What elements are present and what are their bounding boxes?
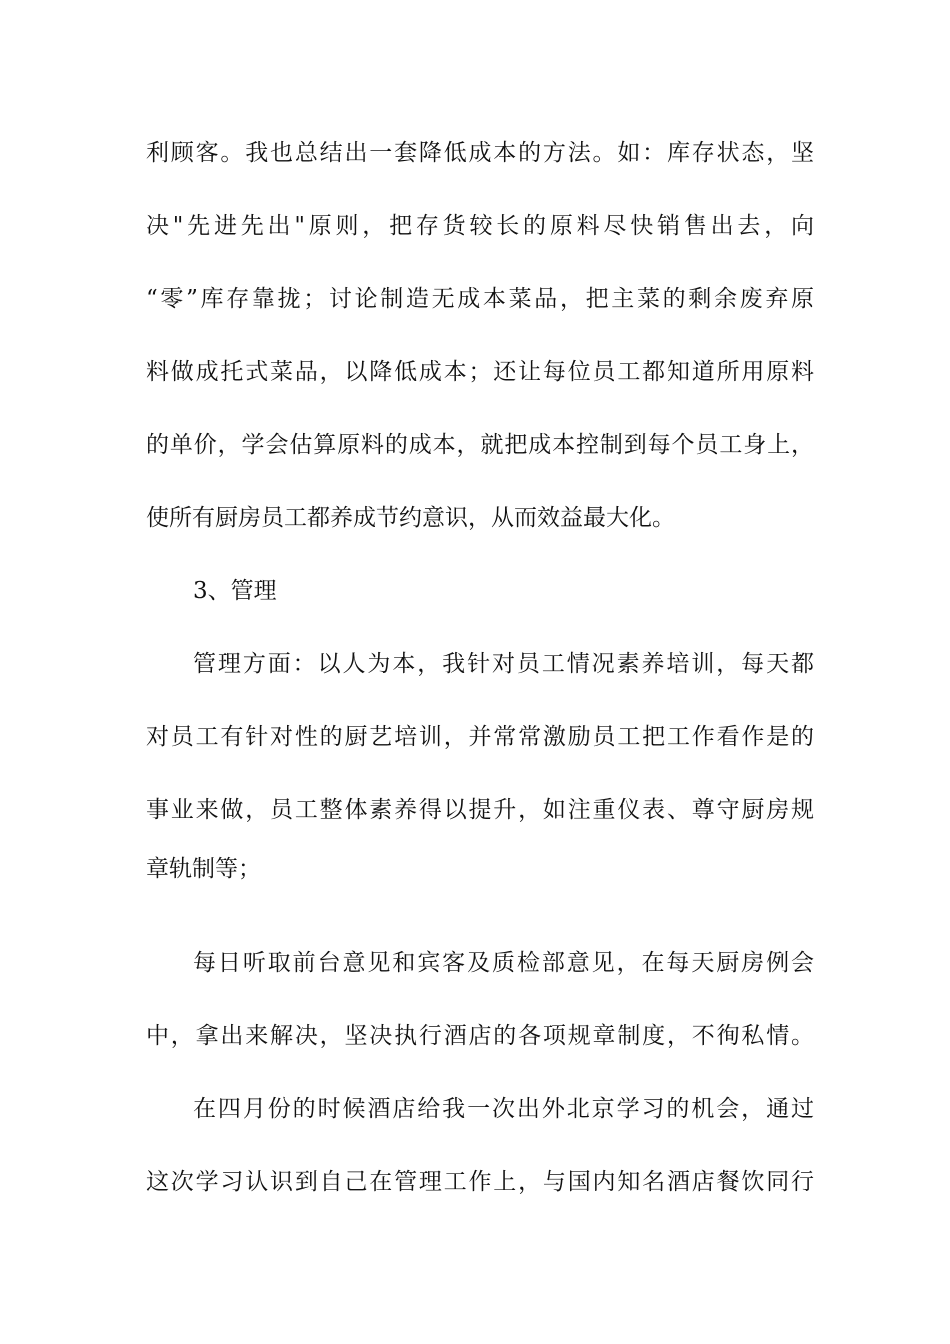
text-line: 章轨制等； — [146, 856, 261, 882]
text-line: 料做成托式菜品，以降低成本；还让每位员工都知道所用原料 — [146, 359, 814, 385]
text-line: 中，拿出来解决，坚决执行酒店的各项规章制度，不徇私情。 — [146, 1023, 814, 1049]
section-heading: 3、管理 — [193, 578, 277, 604]
text-line: 利顾客。我也总结出一套降低成本的方法。如：库存状态，坚 — [146, 140, 814, 166]
text-line: 事业来做，员工整体素养得以提升，如注重仪表、尊守厨房规 — [146, 797, 814, 823]
paragraph-first-line: 每日听取前台意见和宾客及质检部意见，在每天厨房例会 — [193, 950, 814, 976]
text-line: 这次学习认识到自己在管理工作上，与国内知名酒店餐饮同行 — [146, 1169, 814, 1195]
paragraph-first-line: 管理方面：以人为本，我针对员工情况素养培训，每天都 — [193, 651, 814, 677]
text-line: 对员工有针对性的厨艺培训，并常常激励员工把工作看作是的 — [146, 724, 814, 750]
text-line: 使所有厨房员工都养成节约意识，从而效益最大化。 — [146, 505, 675, 531]
paragraph-first-line: 在四月份的时候酒店给我一次出外北京学习的机会，通过 — [193, 1096, 814, 1122]
text-line: 决"先进先出"原则，把存货较长的原料尽快销售出去，向 — [146, 213, 814, 239]
text-line: “零”库存靠拢；讨论制造无成本菜品，把主菜的剩余废弃原 — [146, 286, 814, 312]
text-line: 的单价，学会估算原料的成本，就把成本控制到每个员工身上， — [146, 432, 814, 458]
